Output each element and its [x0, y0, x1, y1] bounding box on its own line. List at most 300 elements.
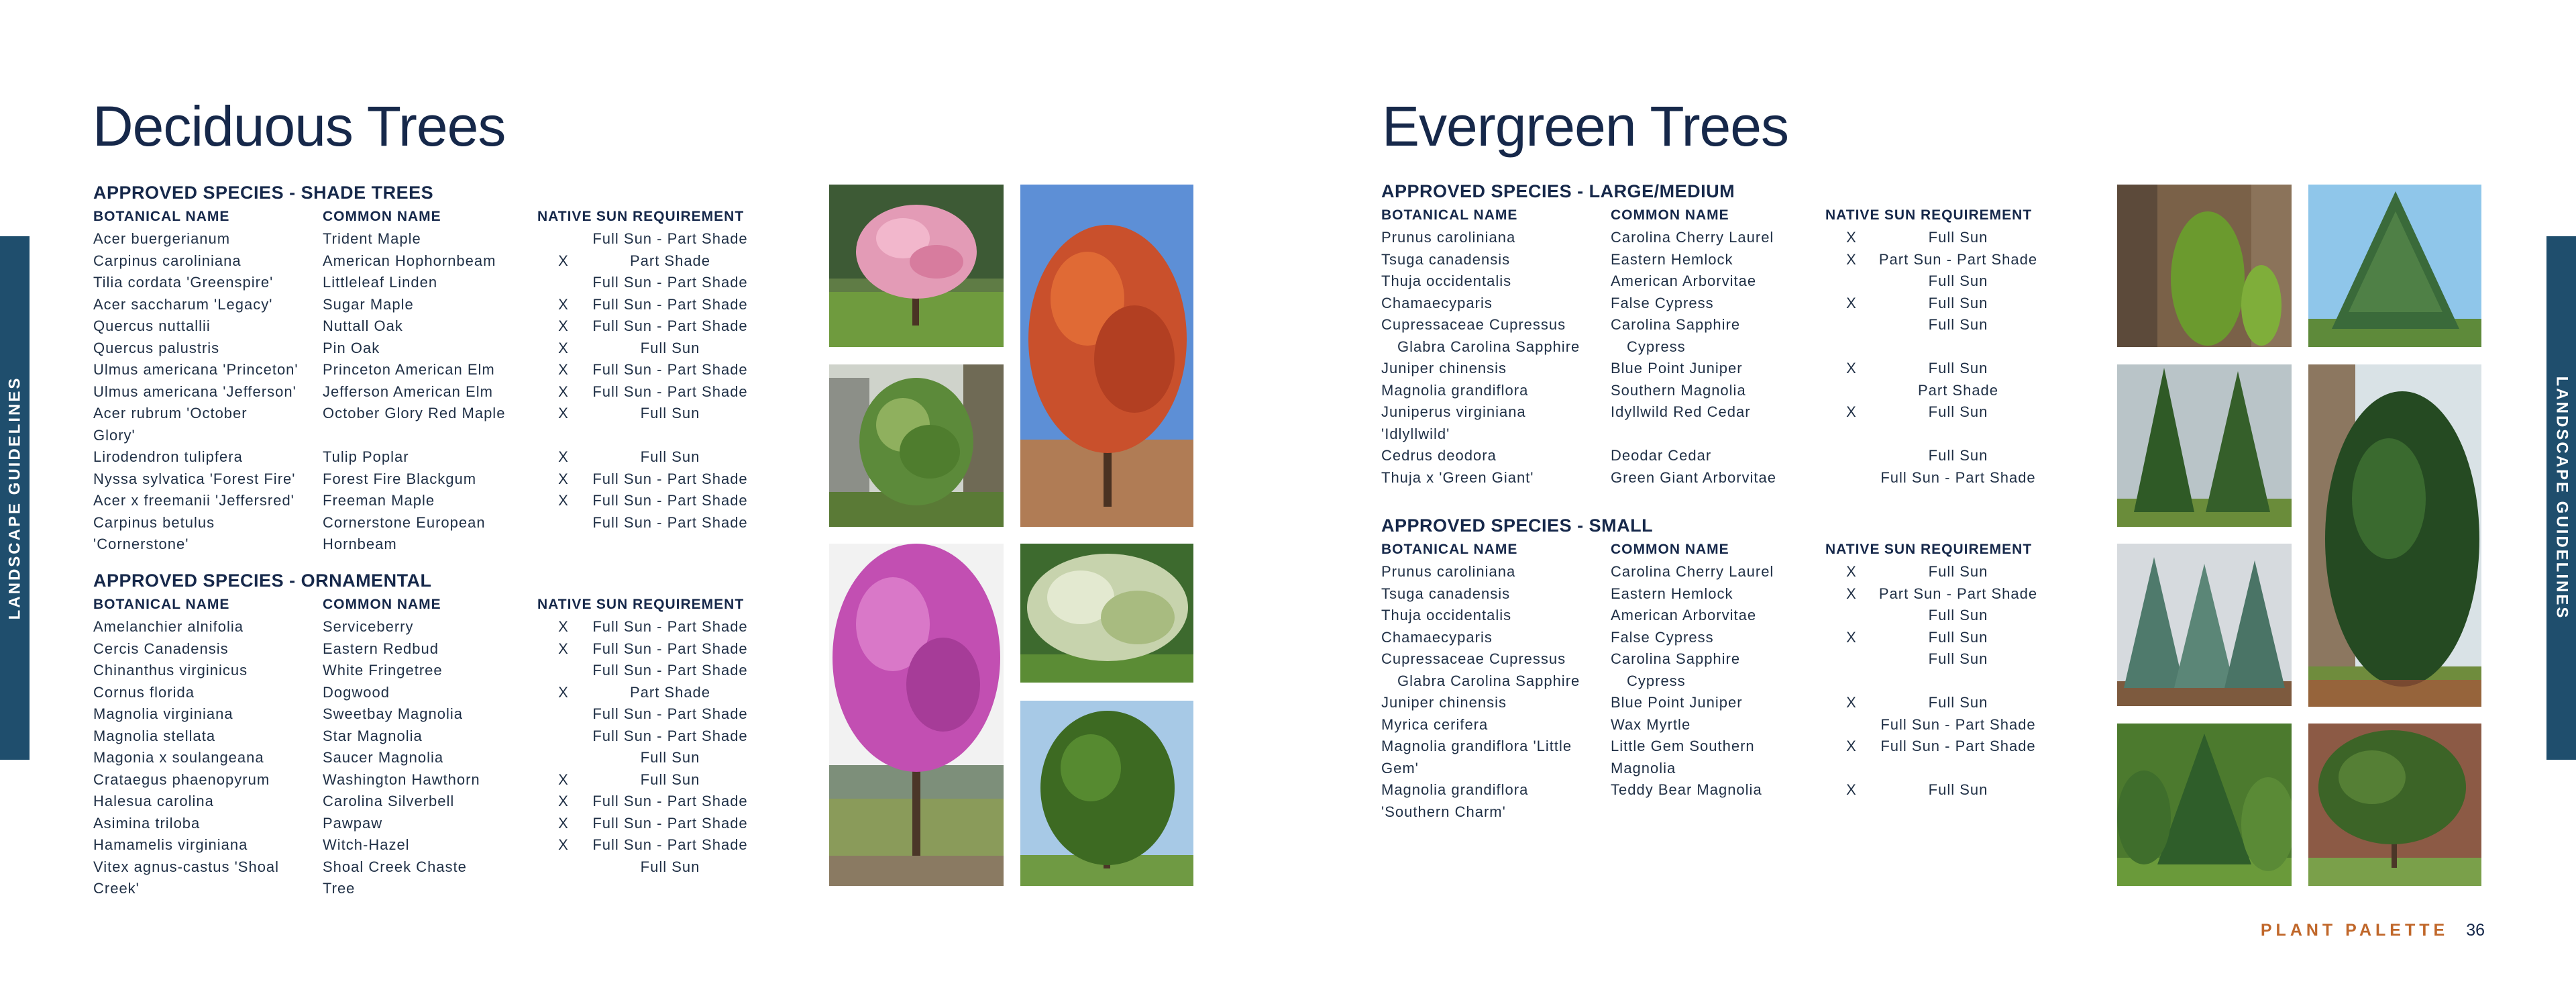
common-name: Dogwood — [323, 683, 390, 701]
common-name: Deodar Cedar — [1611, 447, 1712, 464]
table-row — [1381, 314, 2055, 336]
sun-requirement — [590, 425, 751, 447]
botanical-name: Ulmus americana 'Jefferson' — [93, 383, 297, 400]
juniper-planting-photo — [2117, 724, 2292, 886]
common-name: Eastern Hemlock — [1611, 585, 1733, 602]
botanical-name: Vitex agnus-castus 'Shoal — [93, 858, 280, 875]
botanical-name: Ulmus americana 'Princeton' — [93, 361, 299, 378]
common-name: Saucer Magnolia — [323, 749, 444, 766]
botanical-name: Quercus palustris — [93, 339, 220, 356]
native-mark — [1825, 424, 1878, 446]
botanical-name: Juniperus virginiana — [1381, 403, 1526, 420]
native-mark: X — [558, 470, 569, 487]
side-tab-left — [0, 236, 30, 760]
sun-requirement: Full Sun — [1928, 403, 1988, 420]
botanical-name: Cornus florida — [93, 683, 195, 701]
table-row — [93, 726, 751, 748]
table-row — [93, 425, 751, 447]
common-name — [1611, 424, 1825, 446]
sun-requirement: Full Sun - Part Shade — [592, 470, 748, 487]
native-mark: X — [558, 361, 569, 378]
table-row — [93, 512, 751, 534]
table-row — [1381, 293, 2055, 315]
table-row — [93, 228, 751, 250]
common-name: Eastern Redbud — [323, 640, 439, 657]
table-row — [1381, 336, 2055, 358]
sun-requirement: Full Sun — [640, 858, 700, 875]
table-row — [1381, 424, 2055, 446]
common-name: Carolina Sapphire — [1611, 650, 1741, 667]
native-mark: X — [1846, 360, 1857, 377]
common-name: Hornbeam — [323, 536, 397, 552]
column-headers — [1381, 538, 2055, 561]
botanical-name: Glory' — [93, 426, 136, 444]
common-name: Little Gem Southern — [1611, 738, 1755, 754]
small-evergreen-table — [1381, 513, 2055, 823]
native-mark: X — [1846, 563, 1857, 580]
native-mark — [1825, 380, 1878, 402]
col-header-native: NATIVE — [537, 597, 592, 612]
common-name: Freeman Maple — [323, 492, 435, 509]
sun-requirement: Full Sun — [1928, 781, 1988, 798]
common-name: Sugar Maple — [323, 295, 414, 313]
native-mark — [537, 726, 590, 748]
sun-requirement: Full Sun - Part Shade — [592, 836, 748, 853]
table-row — [93, 747, 751, 769]
native-mark — [1825, 605, 1878, 627]
table-row — [1381, 270, 2055, 293]
common-name: Star Magnolia — [323, 727, 423, 744]
native-mark — [537, 660, 590, 682]
botanical-name: Lirodendron tulipfera — [93, 448, 243, 465]
table-row — [93, 250, 751, 272]
native-mark — [1825, 445, 1878, 467]
col-header-common: COMMON NAME — [1611, 542, 1729, 557]
dogwood-photo — [829, 185, 1004, 347]
sun-requirement: Full Sun - Part Shade — [592, 814, 748, 832]
common-name — [323, 425, 537, 447]
native-mark: X — [558, 448, 569, 465]
sun-requirement: Full Sun - Part Shade — [592, 618, 748, 635]
botanical-name: Magnolia grandiflora — [1381, 381, 1529, 399]
page-title-deciduous: Deciduous Trees — [93, 95, 506, 158]
native-mark: X — [558, 836, 569, 853]
native-mark: X — [1846, 403, 1857, 420]
shade-tree-photo — [1020, 701, 1193, 886]
native-mark: X — [558, 383, 569, 400]
table-row — [93, 294, 751, 316]
sun-requirement — [1878, 758, 2039, 780]
botanical-name: Halesua carolina — [93, 793, 214, 809]
native-mark: X — [1846, 229, 1857, 246]
native-mark: X — [1846, 294, 1857, 311]
sun-requirement — [1878, 801, 2039, 824]
sun-requirement: Full Sun - Part Shade — [592, 295, 748, 313]
common-name: Magnolia — [1611, 759, 1676, 777]
fringetree-photo — [829, 364, 1004, 527]
col-header-sun: SUN REQUIREMENT — [596, 209, 745, 224]
native-mark — [1825, 714, 1878, 736]
table-row — [1381, 648, 2055, 670]
native-mark: X — [1846, 585, 1857, 602]
botanical-name: Cupressaceae Cupressus — [1381, 650, 1566, 667]
common-name: Green Giant Arborvitae — [1611, 468, 1777, 486]
botanical-name: Tsuga canadensis — [1381, 250, 1511, 268]
table-row — [93, 616, 751, 638]
table-row — [1381, 358, 2055, 380]
sun-requirement: Full Sun — [640, 405, 700, 421]
sun-requirement: Full Sun — [1928, 447, 1988, 464]
table-row — [93, 403, 751, 425]
common-name: Shoal Creek Chaste — [323, 858, 467, 875]
sun-requirement: Full Sun — [1928, 628, 1988, 646]
side-tab-label: LANDSCAPE GUIDELINES — [2553, 376, 2571, 620]
large-medium-evergreen-table — [1381, 179, 2055, 489]
table-row — [93, 703, 751, 726]
common-name: Carolina Cherry Laurel — [1611, 229, 1774, 246]
common-name: Carolina Sapphire — [1611, 316, 1741, 333]
side-tab-right — [2546, 236, 2576, 760]
botanical-name: Acer x freemanii 'Jeffersred' — [93, 492, 294, 509]
sun-requirement — [590, 878, 751, 900]
native-mark — [537, 856, 590, 879]
native-mark: X — [558, 492, 569, 509]
sun-requirement: Full Sun — [640, 339, 700, 356]
botanical-name: Magonia x soulangeana — [93, 749, 264, 766]
table-row — [93, 660, 751, 682]
common-name: False Cypress — [1611, 628, 1714, 646]
col-header-botanical: BOTANICAL NAME — [93, 209, 230, 224]
native-mark: X — [558, 770, 569, 788]
common-name: Blue Point Juniper — [1611, 694, 1743, 711]
section-heading: APPROVED SPECIES - SMALL — [1381, 515, 1654, 536]
sun-requirement: Full Sun — [1928, 607, 1988, 624]
botanical-name: Asimina triloba — [93, 814, 201, 832]
botanical-name: Magnolia stellata — [93, 727, 216, 744]
common-name: Carolina Cherry Laurel — [1611, 563, 1774, 580]
botanical-name: Acer saccharum 'Legacy' — [93, 295, 273, 313]
table-row — [93, 534, 751, 556]
sun-requirement: Full Sun — [1928, 272, 1988, 289]
common-name: Jefferson American Elm — [323, 383, 493, 400]
common-name: Pawpaw — [323, 814, 383, 832]
sun-requirement — [1894, 670, 2055, 693]
common-name: Cornerstone European — [323, 513, 486, 531]
botanical-name: 'Southern Charm' — [1381, 803, 1506, 820]
common-name: Carolina Silverbell — [323, 793, 455, 809]
sun-requirement: Part Shade — [1917, 381, 1999, 399]
sun-requirement: Full Sun - Part Shade — [592, 705, 748, 722]
native-mark — [1825, 314, 1878, 336]
botanical-name: Prunus caroliniana — [1381, 563, 1516, 580]
botanical-name: Prunus caroliniana — [1381, 229, 1516, 246]
common-name: False Cypress — [1611, 294, 1714, 311]
table-row — [93, 638, 751, 660]
native-mark: X — [558, 405, 569, 421]
botanical-name: Cupressaceae Cupressus — [1381, 316, 1566, 333]
botanical-name: Thuja occidentalis — [1381, 607, 1512, 624]
col-header-sun: SUN REQUIREMENT — [596, 597, 745, 612]
table-row — [1381, 736, 2055, 758]
native-mark — [537, 534, 590, 556]
col-header-sun: SUN REQUIREMENT — [1884, 207, 2033, 223]
native-mark: X — [1846, 738, 1857, 754]
table-row — [1381, 401, 2055, 424]
native-mark — [1825, 467, 1878, 489]
table-row — [93, 834, 751, 856]
col-header-botanical: BOTANICAL NAME — [1381, 542, 1518, 557]
section-heading: APPROVED SPECIES - ORNAMENTAL — [93, 570, 432, 591]
botanical-name: Magnolia grandiflora 'Little — [1381, 738, 1572, 754]
column-headers — [1381, 204, 2055, 227]
table-rows — [1381, 561, 2055, 823]
common-name: Cypress — [1627, 672, 1686, 689]
native-mark: X — [558, 295, 569, 313]
sun-requirement: Full Sun - Part Shade — [1880, 468, 2036, 486]
page-footer — [2261, 921, 2485, 940]
southern-magnolia-photo — [2308, 364, 2481, 707]
common-name: Southern Magnolia — [1611, 381, 1746, 399]
native-mark — [537, 703, 590, 726]
botanical-name: Tilia cordata 'Greenspire' — [93, 274, 274, 291]
table-row — [93, 359, 751, 381]
sun-requirement: Full Sun - Part Shade — [592, 492, 748, 509]
botanical-name: Acer buergerianum — [93, 230, 231, 247]
native-mark: X — [558, 252, 569, 269]
sun-requirement: Full Sun — [1928, 563, 1988, 580]
common-name: Trident Maple — [323, 230, 421, 247]
common-name: Nuttall Oak — [323, 317, 403, 334]
native-mark: X — [558, 814, 569, 832]
common-name: American Arborvitae — [1611, 272, 1757, 289]
common-name: Idyllwild Red Cedar — [1611, 403, 1751, 420]
botanical-name: Juniper chinensis — [1381, 694, 1507, 711]
sun-requirement: Full Sun - Part Shade — [592, 513, 748, 531]
col-header-native: NATIVE — [1825, 542, 1880, 557]
native-mark — [537, 512, 590, 534]
botanical-name: Acer rubrum 'October — [93, 405, 248, 421]
native-mark: X — [1846, 694, 1857, 711]
table-row — [1381, 249, 2055, 271]
table-row — [93, 381, 751, 403]
common-name: American Arborvitae — [1611, 607, 1757, 624]
page-number: 36 — [2466, 921, 2485, 940]
col-header-botanical: BOTANICAL NAME — [1381, 207, 1518, 223]
sun-requirement: Part Shade — [629, 683, 711, 701]
sun-requirement: Full Sun - Part Shade — [592, 230, 748, 247]
botanical-name: 'Cornerstone' — [93, 536, 189, 552]
footer-label: PLANT PALETTE — [2260, 921, 2449, 940]
side-tab-label: LANDSCAPE GUIDELINES — [5, 376, 24, 620]
native-mark: X — [1846, 250, 1857, 268]
common-name: Eastern Hemlock — [1611, 250, 1733, 268]
sun-requirement: Full Sun - Part Shade — [592, 727, 748, 744]
table-row — [93, 878, 751, 900]
section-heading: APPROVED SPECIES - LARGE/MEDIUM — [1381, 181, 1735, 201]
sun-requirement: Full Sun — [1928, 294, 1988, 311]
common-name: Princeton American Elm — [323, 361, 495, 378]
botanical-name: Cedrus deodora — [1381, 447, 1497, 464]
native-mark — [1825, 801, 1878, 824]
table-row — [93, 769, 751, 791]
redbud-photo — [829, 544, 1004, 886]
col-header-native: NATIVE — [1825, 207, 1880, 223]
table-row — [1381, 627, 2055, 649]
native-mark — [1841, 670, 1894, 693]
table-row — [93, 468, 751, 491]
table-row — [93, 338, 751, 360]
table-row — [1381, 801, 2055, 824]
table-row — [1381, 467, 2055, 489]
table-row — [1381, 758, 2055, 780]
table-row — [1381, 583, 2055, 605]
hemlock-photo — [2308, 185, 2481, 347]
botanical-name: Magnolia virginiana — [93, 705, 233, 722]
common-name: Tree — [323, 880, 356, 897]
wax-myrtle-photo — [2308, 724, 2481, 886]
sun-requirement: Part Shade — [629, 252, 711, 269]
native-mark — [537, 425, 590, 447]
table-row — [1381, 779, 2055, 801]
botanical-name: Cercis Canadensis — [93, 640, 229, 657]
native-mark — [1825, 270, 1878, 293]
sun-requirement: Full Sun — [640, 770, 700, 788]
native-mark: X — [558, 793, 569, 809]
sun-requirement: Full Sun - Part Shade — [592, 317, 748, 334]
native-mark: X — [558, 339, 569, 356]
table-row — [1381, 670, 2055, 693]
table-row — [1381, 561, 2055, 583]
sun-requirement: Full Sun — [1928, 360, 1988, 377]
section-heading: APPROVED SPECIES - SHADE TREES — [93, 183, 434, 203]
native-mark: X — [558, 683, 569, 701]
table-row — [1381, 692, 2055, 714]
botanical-name: Thuja x 'Green Giant' — [1381, 468, 1534, 486]
sun-requirement — [1878, 424, 2039, 446]
common-name: Washington Hawthorn — [323, 770, 480, 788]
red-maple-photo — [1020, 185, 1193, 527]
col-header-botanical: BOTANICAL NAME — [93, 597, 230, 612]
sun-requirement: Full Sun — [1928, 650, 1988, 667]
native-mark — [537, 228, 590, 250]
botanical-name: Crataegus phaenopyrum — [93, 770, 270, 788]
sun-requirement: Full Sun - Part Shade — [592, 793, 748, 809]
table-row — [1381, 714, 2055, 736]
sun-requirement: Full Sun - Part Shade — [1880, 738, 2036, 754]
native-mark — [537, 747, 590, 769]
sun-requirement: Full Sun - Part Shade — [592, 274, 748, 291]
arborvitae-photo — [2117, 364, 2292, 527]
botanical-name: Glabra Carolina Sapphire — [1397, 338, 1580, 355]
common-name: White Fringetree — [323, 662, 443, 679]
botanical-name: Magnolia grandiflora — [1381, 781, 1529, 798]
common-name: Pin Oak — [323, 339, 380, 356]
botanical-name: Gem' — [1381, 759, 1419, 777]
native-mark: X — [558, 317, 569, 334]
sun-requirement: Full Sun — [640, 448, 700, 465]
sun-requirement: Part Sun - Part Shade — [1878, 250, 2038, 268]
botanical-name: Chamaecyparis — [1381, 294, 1493, 311]
sun-requirement: Full Sun - Part Shade — [592, 361, 748, 378]
botanical-name: Chinanthus virginicus — [93, 662, 248, 679]
botanical-name: Chamaecyparis — [1381, 628, 1493, 646]
common-name — [1611, 801, 1825, 824]
botanical-name: Thuja occidentalis — [1381, 272, 1512, 289]
common-name: Blue Point Juniper — [1611, 360, 1743, 377]
sun-requirement: Full Sun - Part Shade — [1880, 715, 2036, 733]
botanical-name: Nyssa sylvatica 'Forest Fire' — [93, 470, 296, 487]
sun-requirement — [1894, 336, 2055, 358]
botanical-name: Carpinus caroliniana — [93, 252, 241, 269]
botanical-name: Creek' — [93, 880, 140, 897]
col-header-common: COMMON NAME — [1611, 207, 1729, 223]
common-name: Wax Myrtle — [1611, 715, 1691, 733]
common-name: Littleleaf Linden — [323, 274, 438, 291]
native-mark: X — [558, 618, 569, 635]
native-mark: X — [1846, 628, 1857, 646]
table-row — [1381, 445, 2055, 467]
native-mark — [537, 272, 590, 294]
col-header-common: COMMON NAME — [323, 597, 441, 612]
table-row — [93, 490, 751, 512]
magnolia-bloom-photo — [1020, 544, 1193, 683]
common-name: Sweetbay Magnolia — [323, 705, 464, 722]
table-rows — [93, 228, 751, 556]
ornamental-trees-table — [93, 568, 751, 900]
column-headers — [93, 205, 751, 228]
table-row — [93, 791, 751, 813]
table-row — [93, 856, 751, 879]
column-headers — [93, 593, 751, 616]
table-rows — [1381, 227, 2055, 489]
botanical-name: Amelanchier alnifolia — [93, 618, 244, 635]
common-name: Serviceberry — [323, 618, 414, 635]
sun-requirement: Full Sun - Part Shade — [592, 640, 748, 657]
sun-requirement — [590, 534, 751, 556]
sun-requirement: Full Sun - Part Shade — [592, 383, 748, 400]
native-mark: X — [1846, 781, 1857, 798]
col-header-common: COMMON NAME — [323, 209, 441, 224]
common-name: Tulip Poplar — [323, 448, 409, 465]
common-name: American Hophornbeam — [323, 252, 496, 269]
page-title-evergreen: Evergreen Trees — [1382, 95, 1788, 158]
sun-requirement: Full Sun - Part Shade — [592, 662, 748, 679]
blue-point-juniper-photo — [2117, 544, 2292, 706]
table-row — [1381, 605, 2055, 627]
shade-trees-table — [93, 180, 751, 556]
native-mark — [1825, 758, 1878, 780]
table-rows — [93, 616, 751, 900]
sun-requirement: Full Sun — [640, 749, 700, 766]
sun-requirement: Full Sun — [1928, 316, 1988, 333]
botanical-name: Juniper chinensis — [1381, 360, 1507, 377]
botanical-name: Myrica cerifera — [1381, 715, 1489, 733]
cherry-laurel-photo — [2117, 185, 2292, 347]
native-mark — [1841, 336, 1894, 358]
sun-requirement: Full Sun — [1928, 229, 1988, 246]
common-name: Teddy Bear Magnolia — [1611, 781, 1762, 798]
botanical-name: Glabra Carolina Sapphire — [1397, 672, 1580, 689]
sun-requirement: Full Sun — [1928, 694, 1988, 711]
botanical-name: Quercus nuttallii — [93, 317, 211, 334]
table-row — [93, 446, 751, 468]
table-row — [1381, 227, 2055, 249]
table-row — [1381, 380, 2055, 402]
table-row — [93, 315, 751, 338]
native-mark — [1825, 648, 1878, 670]
common-name: Witch-Hazel — [323, 836, 410, 853]
common-name: October Glory Red Maple — [323, 405, 506, 421]
